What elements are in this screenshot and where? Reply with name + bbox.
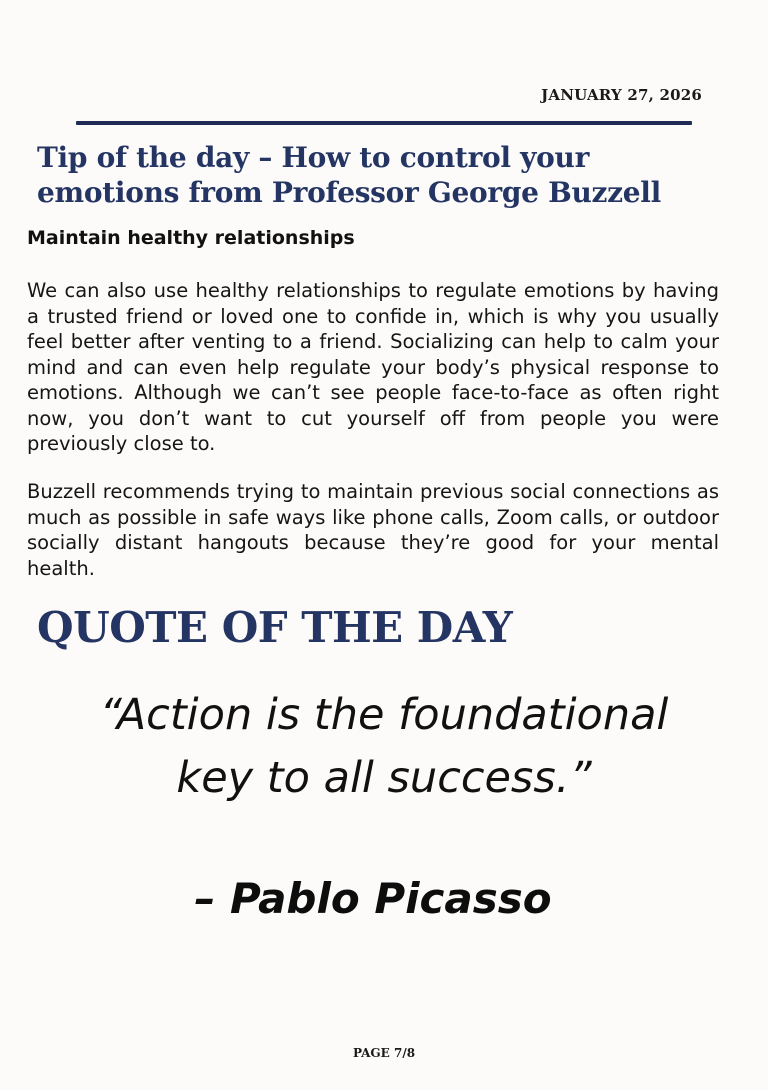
header-divider bbox=[76, 121, 692, 125]
quote-author: – Pablo Picasso bbox=[194, 874, 552, 923]
article-paragraph-1: We can also use healthy relationships to regulate emotions by having a trusted friend or loved one to confide in, which is why you usually feel better after venting to a friend. Socializing can help to calm your mind and can even help regulate your body’s physical response to emotions. Although we can’t see people face-to-face as often right now, you don’t want to cut yourself off from people you were previously close to. bbox=[27, 279, 719, 455]
quote-text bbox=[0, 684, 768, 810]
article-title: Tip of the day – How to control your emotions from Professor George Buzzell bbox=[37, 141, 661, 209]
quote-line-2: key to all success.” bbox=[176, 753, 592, 803]
quote-line-1: “Action is the foundational bbox=[99, 690, 669, 740]
quote-section-heading: QUOTE OF THE DAY bbox=[37, 603, 513, 652]
page-number: PAGE 7/8 bbox=[352, 1046, 416, 1060]
issue-date: JANUARY 27, 2026 bbox=[541, 86, 702, 104]
article-subheading: Maintain healthy relationships bbox=[27, 227, 355, 249]
article-paragraph-2: Buzzell recommends trying to maintain previous social connections as much as possible in safe ways like phone calls, Zoom calls, or outdoor socially distant hangouts because they’re good for your mental health. bbox=[27, 480, 719, 580]
